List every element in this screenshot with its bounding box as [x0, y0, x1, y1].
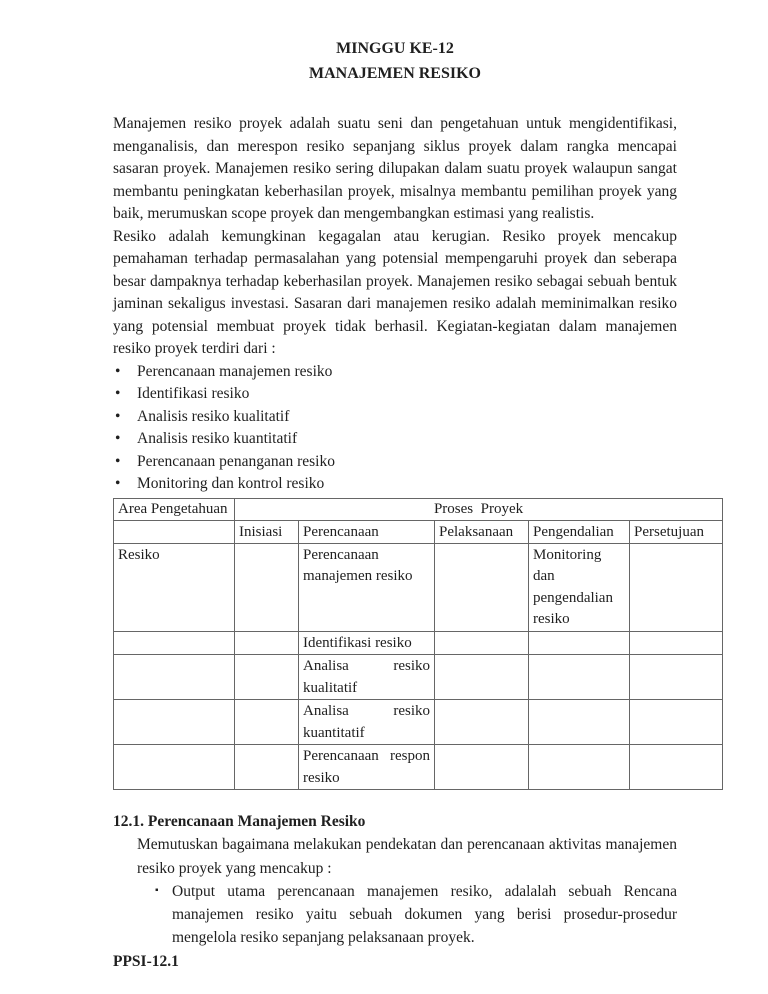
table-cell: [235, 631, 299, 655]
table-cell: Perencanaan respon resiko: [299, 745, 435, 790]
square-bullet-icon: ▪: [155, 884, 159, 896]
table-cell: Analisa resiko kuantitatif: [299, 700, 435, 745]
section-intro-paragraph: Memutuskan bagaimana melakukan pendekatan dan perencanaan aktivitas manajemen resiko proyek yang mencakup :: [137, 836, 677, 877]
list-item-label: Analisis resiko kualitatif: [137, 407, 290, 425]
paragraph-risk-definition: Resiko adalah kemungkinan kegagalan atau kerugian. Resiko proyek mencakup pemahaman terhadap permasalahan yang potensial mempengaruhi proyek dan seberapa besar dampaknya terhadap keberhasilan proyek. Manajemen resiko sebagai sebuah bentuk jaminan sekaligus investasi. Sasaran dari manajemen resiko adalah meminimalkan resiko yang potensial membuat proyek tidak berhasil. Kegiatan-kegiatan dalam manajemen resiko proyek terdiri dari :: [113, 227, 677, 357]
table-cell: Identifikasi resiko: [299, 631, 435, 655]
title-line-week: MINGGU KE-12: [336, 40, 454, 57]
bullet-icon: •: [115, 362, 121, 380]
table-cell: [235, 700, 299, 745]
list-item: [113, 451, 677, 474]
section-heading: 12.1. Perencanaan Manajemen Resiko: [113, 813, 366, 830]
list-item: [113, 406, 677, 429]
list-item: [113, 428, 677, 451]
header-cell-persetujuan: Persetujuan: [630, 520, 723, 543]
table-cell: [630, 745, 723, 790]
page-footer-label: PPSI-12.1: [113, 952, 179, 970]
sub-bullet-item: [113, 880, 677, 950]
table-cell: [114, 745, 235, 790]
header-cell-proses-proyek: Proses Proyek: [235, 498, 723, 520]
header-cell-area-pengetahuan: Area Pengetahuan: [114, 498, 235, 520]
bullet-icon: •: [115, 475, 121, 492]
bullet-icon: •: [115, 385, 121, 402]
header-cell-empty: [114, 520, 235, 543]
table-cell: [529, 700, 630, 745]
table-cell: [529, 631, 630, 655]
table-subheader-row: [114, 520, 723, 543]
header-cell-perencanaan: Perencanaan: [299, 520, 435, 543]
title-line-subject: MANAJEMEN RESIKO: [308, 65, 481, 82]
list-item-label: Identifikasi resiko: [137, 385, 250, 402]
knowledge-area-process-table: [113, 498, 723, 791]
table-cell: [529, 745, 630, 790]
table-cell: Perencanaan manajemen resiko: [299, 543, 435, 631]
list-item-label: Analisis resiko kuantitatif: [137, 430, 298, 447]
header-cell-inisiasi: Inisiasi: [235, 520, 299, 543]
section-12-1: [113, 810, 677, 950]
bullet-icon: •: [115, 452, 121, 470]
table-row: [114, 700, 723, 745]
table-cell: [630, 655, 723, 700]
paragraph-intro-risk: Manajemen resiko proyek adalah suatu seni dan pengetahuan untuk mengidentifikasi, menganalisis, dan merespon resiko sepanjang siklus proyek dalam rangka mencapai sasaran proyek. Manajemen resiko sering dilupakan dalam suatu proyek walaupun sangat membantu peningkatan keberhasilan proyek, misalnya membantu pemilihan proyek yang baik, merumuskan scope proyek dan mengembangkan estimasi yang realistis.: [113, 115, 677, 222]
list-item-label: Perencanaan manajemen resiko: [137, 362, 333, 380]
list-item-label: Monitoring dan kontrol resiko: [137, 475, 325, 492]
table-row: [114, 745, 723, 790]
table-cell: Monitoring dan pengendalian resiko: [529, 543, 630, 631]
table-cell: [435, 543, 529, 631]
table-cell: [235, 543, 299, 631]
document-title-block: [113, 36, 677, 86]
table-cell: [529, 655, 630, 700]
table-header-row: [114, 498, 723, 520]
table-row: [114, 543, 723, 631]
table-cell: [630, 700, 723, 745]
table-cell: [114, 631, 235, 655]
table-cell: [235, 655, 299, 700]
table-cell: Resiko: [114, 543, 235, 631]
section-sub-bullet-list: [113, 880, 677, 950]
table-cell: Analisa resiko kualitatif: [299, 655, 435, 700]
table-cell: [435, 655, 529, 700]
header-cell-pengendalian: Pengendalian: [529, 520, 630, 543]
list-item: [113, 383, 677, 406]
bullet-icon: •: [115, 430, 121, 447]
table-cell: [235, 745, 299, 790]
table-cell: [630, 631, 723, 655]
table-cell: [114, 700, 235, 745]
header-cell-pelaksanaan: Pelaksanaan: [435, 520, 529, 543]
table-cell: [630, 543, 723, 631]
list-item: [113, 473, 677, 496]
table-row: [114, 631, 723, 655]
list-item-label: Perencanaan penanganan resiko: [137, 452, 335, 470]
table-cell: [435, 700, 529, 745]
list-item: [113, 361, 677, 384]
table-cell: [114, 655, 235, 700]
table-cell: [435, 745, 529, 790]
risk-activities-list: [113, 361, 677, 496]
table-row: [114, 655, 723, 700]
sub-bullet-label: Output utama perencanaan manajemen resiko, adalalah sebuah Rencana manajemen resiko yaitu sebuah dokumen yang berisi prosedur-prosedur mengelola resiko sepanjang pelaksanaan proyek.: [172, 882, 677, 947]
bullet-icon: •: [115, 407, 121, 425]
table-cell: [435, 631, 529, 655]
